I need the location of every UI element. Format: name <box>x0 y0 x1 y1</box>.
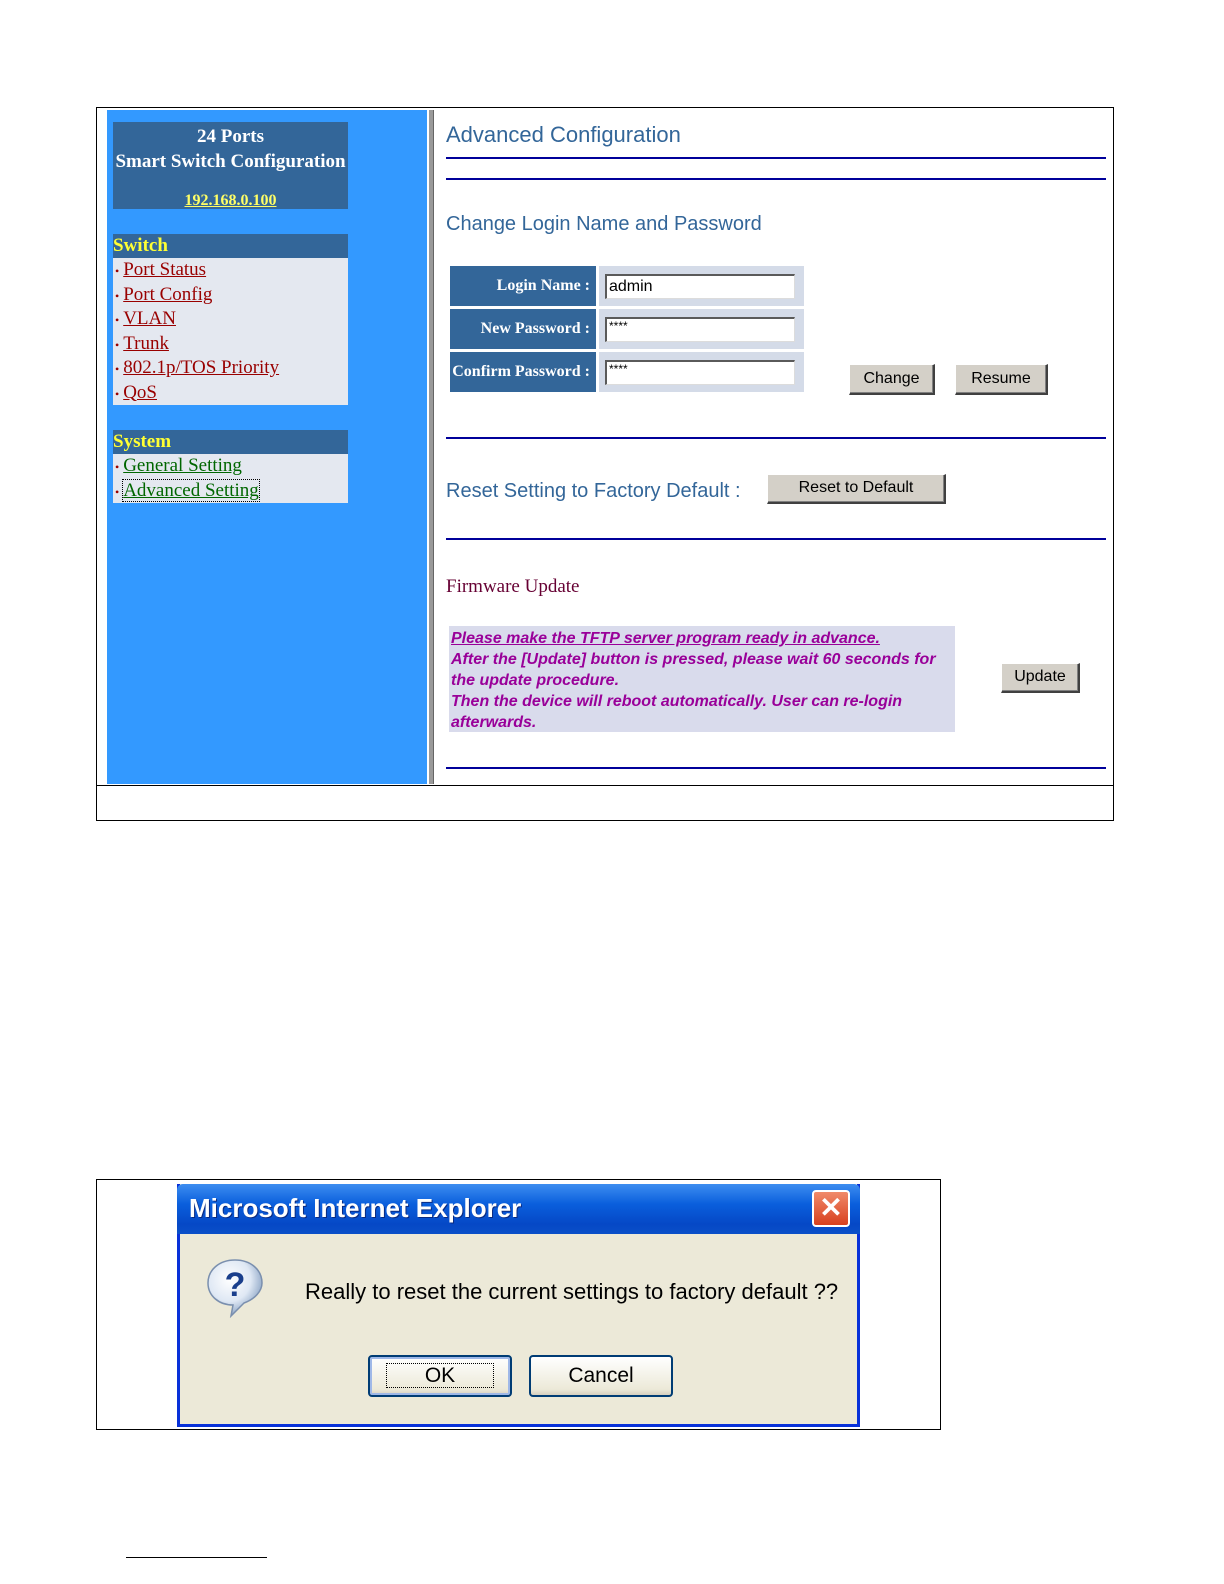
dialog-title: Microsoft Internet Explorer <box>189 1193 522 1223</box>
footnote-separator <box>126 1557 267 1558</box>
sidebar-item-port-status[interactable] <box>113 258 348 283</box>
sidebar-item-label[interactable]: Trunk <box>123 332 169 354</box>
page-title: Advanced Configuration <box>446 122 681 147</box>
bullet-icon: • <box>115 386 120 401</box>
sidebar-title-box <box>113 122 348 209</box>
sidebar-title-line1: 24 Ports <box>196 126 264 147</box>
switch-menu <box>113 258 348 405</box>
bullet-icon: • <box>115 484 120 499</box>
frame-bottom-border <box>97 785 1113 786</box>
sidebar <box>107 110 427 784</box>
device-ip-link[interactable]: 192.168.0.100 <box>184 192 277 209</box>
sidebar-item-advanced-setting[interactable] <box>113 479 348 504</box>
dialog-message: Really to reset the current settings to factory default ?? <box>305 1279 839 1304</box>
sidebar-item-port-config[interactable] <box>113 283 348 308</box>
bullet-icon: • <box>115 288 120 303</box>
svg-text:?: ? <box>224 1266 246 1304</box>
sidebar-item-label[interactable]: 802.1p/TOS Priority <box>123 357 280 378</box>
ok-button[interactable] <box>368 1355 512 1397</box>
firmware-note-line3: Then the device will reboot automatically. User can re-login afterwards. <box>451 693 903 731</box>
confirm-dialog-screenshot <box>96 1179 941 1430</box>
reset-to-default-button[interactable]: Reset to Default <box>767 474 946 504</box>
system-menu-heading: System <box>113 430 348 454</box>
sidebar-item-label[interactable]: VLAN <box>123 308 176 329</box>
close-icon[interactable]: ✕ <box>812 1190 850 1227</box>
confirm-password-label: Confirm Password : <box>450 352 596 392</box>
divider <box>446 157 1106 159</box>
sidebar-item-label[interactable]: QoS <box>123 381 157 403</box>
reset-label: Reset Setting to Factory Default : <box>446 480 741 502</box>
frame-divider[interactable] <box>429 110 434 784</box>
bullet-icon: • <box>115 337 120 352</box>
new-password-label: New Password : <box>450 309 596 349</box>
sidebar-title-line2: Smart Switch Configuration <box>115 151 346 172</box>
sidebar-item-label[interactable]: Port Config <box>123 283 213 305</box>
sidebar-item-general-setting[interactable] <box>113 454 348 479</box>
firmware-note-line2: After the [Update] button is pressed, please wait 60 seconds for the update procedure. <box>451 651 936 689</box>
new-password-input[interactable]: **** <box>605 317 795 342</box>
system-menu <box>113 454 348 503</box>
confirm-dialog <box>177 1184 860 1427</box>
dialog-titlebar[interactable] <box>177 1184 860 1234</box>
switch-config-screenshot <box>96 107 1114 821</box>
bullet-icon: • <box>115 362 120 376</box>
cancel-button[interactable]: Cancel <box>529 1355 673 1397</box>
sidebar-item-priority[interactable] <box>113 356 348 381</box>
sidebar-item-label[interactable]: Advanced Setting <box>123 479 259 501</box>
login-form <box>447 263 807 395</box>
confirm-password-input[interactable]: **** <box>605 360 795 385</box>
sidebar-item-label[interactable]: General Setting <box>123 455 242 476</box>
divider <box>446 178 1106 180</box>
firmware-note-line1: Please make the TFTP server program ready in advance. <box>451 630 880 647</box>
divider <box>446 538 1106 540</box>
resume-button[interactable]: Resume <box>955 364 1048 395</box>
update-button[interactable]: Update <box>1001 663 1080 693</box>
bullet-icon: • <box>115 264 120 278</box>
firmware-note <box>449 626 955 732</box>
main-panel <box>437 110 1107 784</box>
divider <box>446 767 1106 769</box>
login-section-title: Change Login Name and Password <box>446 213 762 235</box>
sidebar-item-qos[interactable] <box>113 381 348 406</box>
change-button[interactable]: Change <box>849 364 935 395</box>
bullet-icon: • <box>115 460 120 474</box>
sidebar-item-trunk[interactable] <box>113 332 348 357</box>
switch-menu-heading: Switch <box>113 234 348 258</box>
ok-button-label: OK <box>387 1364 493 1387</box>
firmware-title: Firmware Update <box>446 576 580 597</box>
question-icon <box>204 1256 266 1318</box>
login-name-label: Login Name : <box>450 266 596 306</box>
login-name-input[interactable]: admin <box>605 274 795 299</box>
divider <box>446 437 1106 439</box>
sidebar-item-vlan[interactable] <box>113 307 348 332</box>
sidebar-item-label[interactable]: Port Status <box>123 259 207 280</box>
bullet-icon: • <box>115 313 120 327</box>
